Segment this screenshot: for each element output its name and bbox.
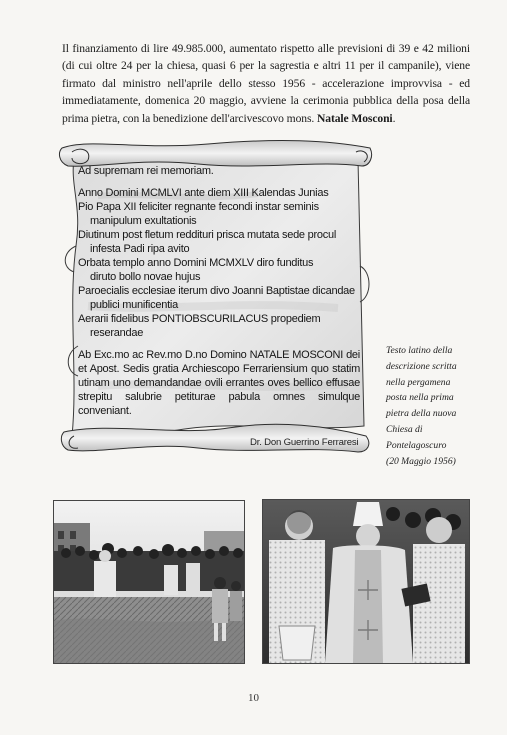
caption-line: descrizione scritta [386, 360, 457, 372]
inscription-line: Diutinum post fletum reddituri prisca mutata sede procul [78, 229, 337, 241]
scroll-caption [386, 343, 482, 469]
inscription-line: Anno Domini MCMLVI ante diem XIII Kalendas Junias [78, 187, 329, 199]
page-number: 10 [248, 692, 259, 704]
caption-line: (20 Maggio 1956) [386, 455, 456, 467]
intro-text-end: . [392, 111, 396, 125]
archbishop-blessing-photo [262, 499, 470, 664]
scroll-signature: Dr. Don Guerrino Ferraresi [250, 437, 359, 448]
inscription-line: Orbata templo anno Domini MCMXLV diro funditus [78, 257, 314, 269]
caption-line: Testo latino della [386, 345, 453, 356]
inscription-line: reserandae [90, 327, 144, 339]
inscription-dedication: Ad supremam rei memoriam. [78, 165, 214, 177]
ceremony-crowd-photo [53, 500, 245, 664]
inscription-line: manipulum exultationis [90, 215, 197, 227]
archbishop-blessing-illustration [263, 500, 469, 663]
latin-inscription [78, 164, 360, 418]
inscription-line: infesta Padi ripa avito [90, 243, 190, 255]
inscription-blessing: Ab Exc.mo ac Rev.mo D.no Domino NATALE MOSCONI dei et Apost. Sedis gratia Archiescopo Ferrariensium quo statim utinam uno demandandae ovili errantes oves bellico effusae strepitu salubrie petiturae pabula omnes simulque conveniant. [78, 349, 360, 417]
intro-bold-name: Natale Mosconi [317, 111, 393, 125]
inscription-line: diruto bollo novae hujus [90, 271, 201, 283]
inscription-line: Aerarii fidelibus PONTIOBSCURILACUS propediem [78, 313, 321, 325]
caption-line: posta nella prima [386, 392, 454, 404]
caption-line: pietra della nuova [386, 408, 457, 420]
inscription-line: Paroecialis ecclesiae iterum divo Joanni Baptistae dicandae [78, 285, 355, 297]
ceremony-crowd-illustration [54, 501, 244, 663]
inscription-line: publici munificentia [90, 299, 178, 311]
intro-text: Il finanziamento di lire 49.985.000, aumentato rispetto alle previsioni di 39 e 42 milioni (di cui oltre 24 per la chiesa, quasi 6 per la sagrestia e altri 11 per il campanile), viene firmato dal ministro nell'aprile dello stesso 1956 - accelerazione improvvisa - ed immediatamente, domenica 20 maggio, avviene la cerimonia pubblica della posa della prima pietra, con la benedizione dell'arcivescovo mons. [62, 42, 470, 125]
caption-line: Pontelagoscuro [386, 439, 447, 451]
intro-paragraph [62, 40, 470, 127]
parchment-scroll [58, 136, 376, 456]
caption-line: nella pergamena [386, 376, 451, 388]
caption-line: Chiesa di [386, 423, 423, 435]
inscription-line: Pio Papa XII feliciter regnante fecondi instar seminis [78, 201, 319, 213]
